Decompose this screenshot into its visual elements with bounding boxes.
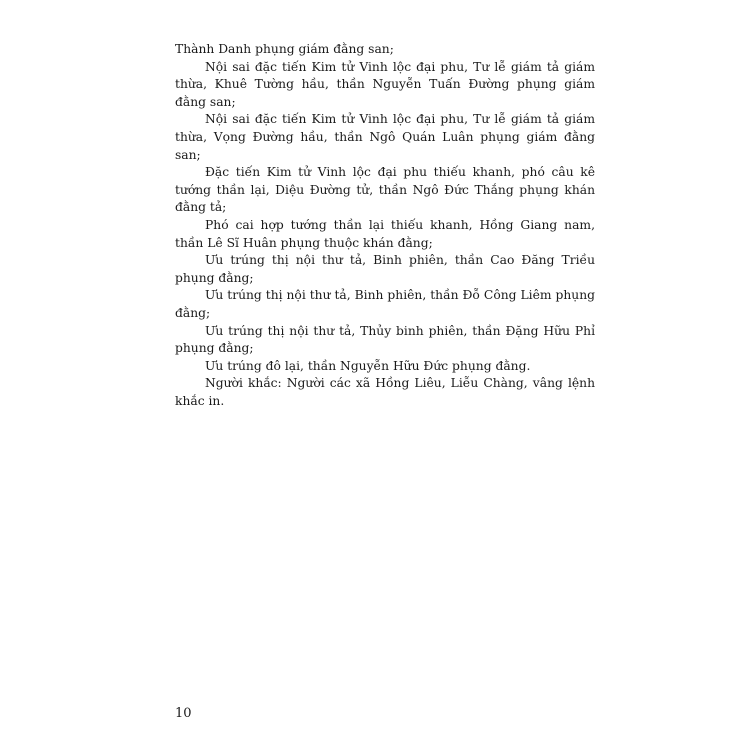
paragraph: Ưu trúng thị nội thư tả, Binh phiên, thần Cao Đăng Triều phụng đằng; bbox=[175, 253, 595, 285]
paragraph: Người khắc: Người các xã Hồng Liêu, Liễu Chàng, vâng lệnh khắc in. bbox=[175, 376, 595, 408]
paragraph: Nội sai đặc tiến Kim tử Vinh lộc đại phu, Tư lễ giám tả giám thừa, Khuê Tường hầu, thần Nguyễn Tuấn Đường phụng giám đằng san; bbox=[175, 59, 595, 109]
paragraph: Thành Danh phụng giám đằng san; bbox=[175, 42, 394, 56]
body-text bbox=[175, 41, 595, 410]
paragraph: Ưu trúng đô lại, thần Nguyễn Hữu Đức phụng đằng. bbox=[205, 358, 531, 373]
paragraph: Đặc tiến Kim tử Vinh lộc đại phu thiếu khanh, phó câu kê tướng thần lại, Diệu Đường tử, thần Ngô Đức Thắng phụng khán đằng tả; bbox=[175, 165, 595, 215]
paragraph: Phó cai hợp tướng thần lại thiếu khanh, Hồng Giang nam, thần Lê Sĩ Huân phụng thuộc khán đằng; bbox=[175, 217, 595, 250]
paragraph: Ưu trúng thị nội thư tả, Thủy binh phiên, thần Đặng Hữu Phỉ phụng đằng; bbox=[175, 323, 595, 356]
paragraph: Ưu trúng thị nội thư tả, Binh phiên, thần Đỗ Công Liêm phụng đằng; bbox=[175, 288, 595, 320]
paragraph: Nội sai đặc tiến Kim tử Vinh lộc đại phu, Tư lễ giám tả giám thừa, Vọng Đường hầu, thần Ngô Quán Luân phụng giám đằng san; bbox=[175, 112, 595, 162]
page-number: 10 bbox=[175, 706, 192, 721]
